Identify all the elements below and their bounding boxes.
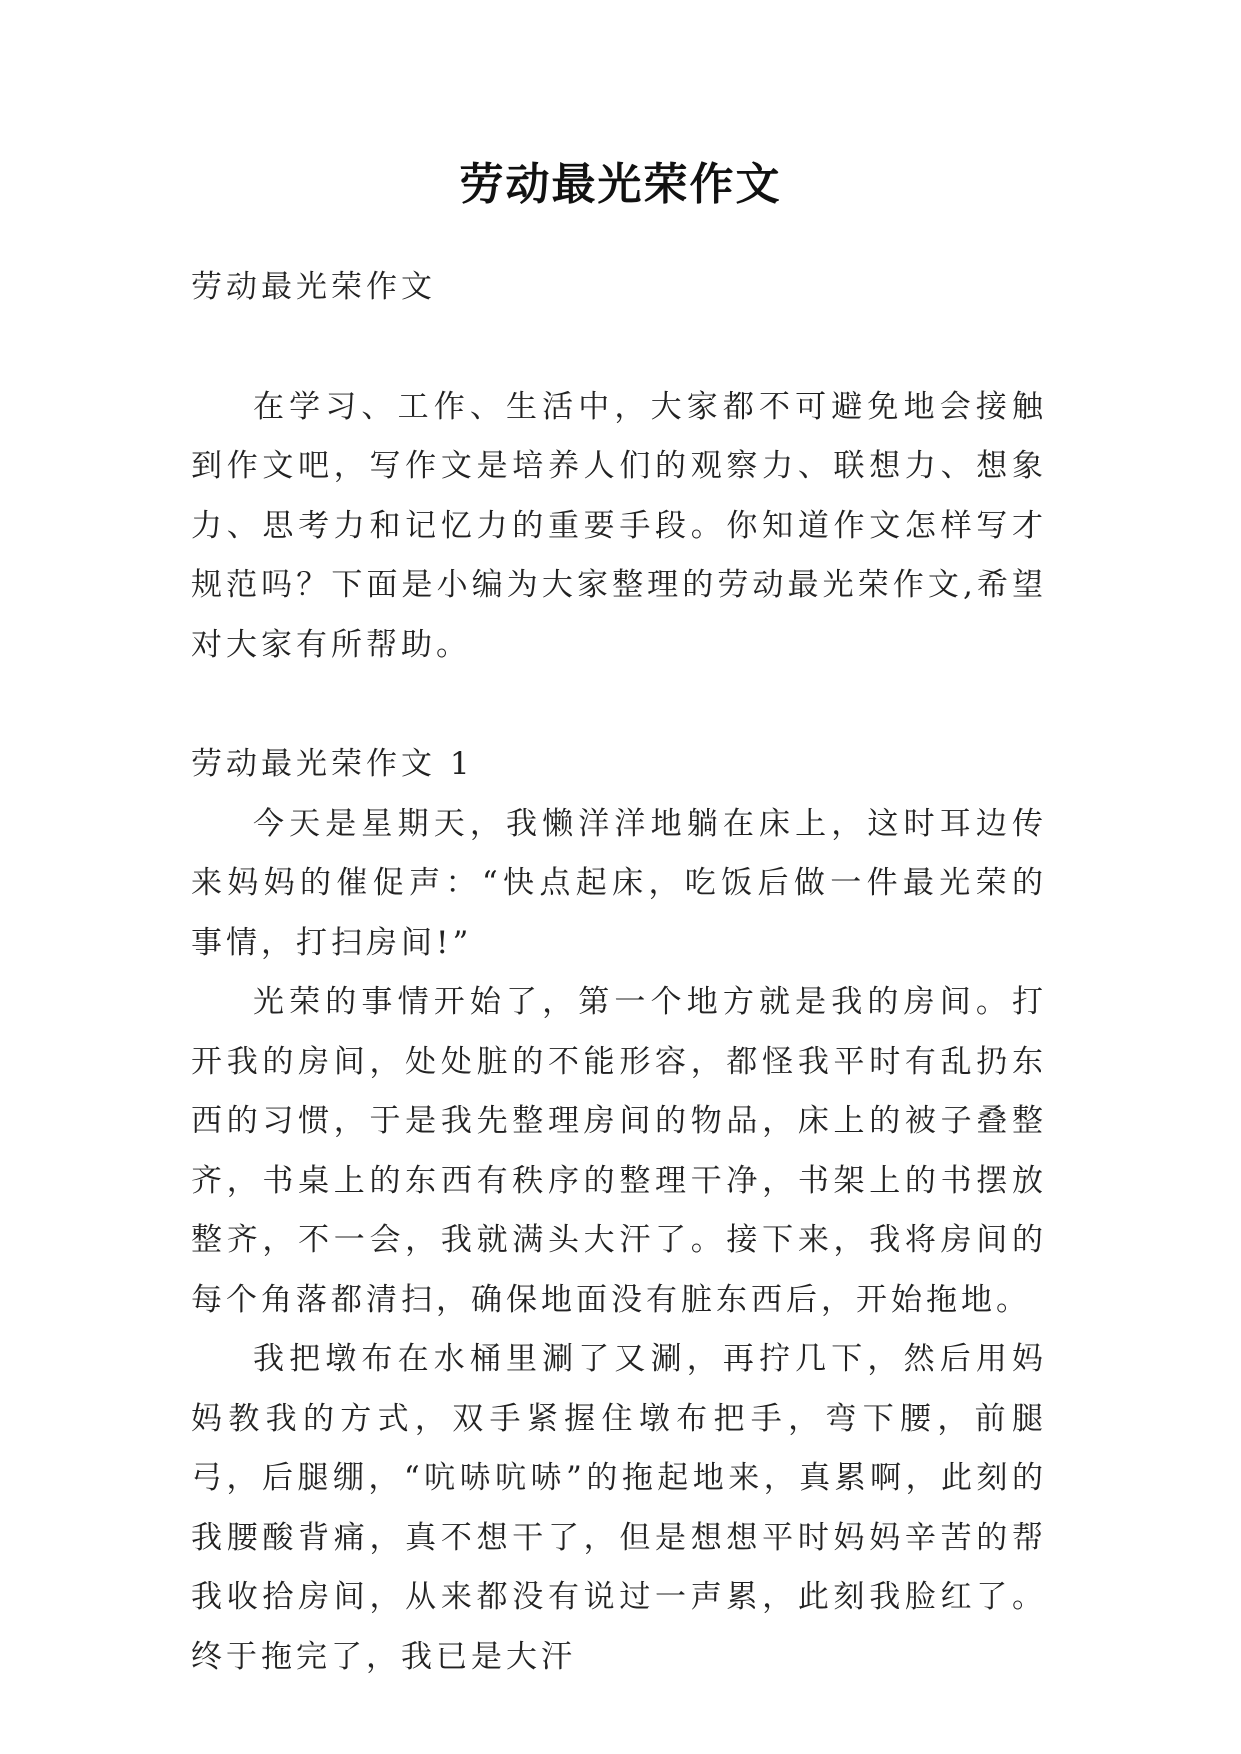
body-paragraph: 我把墩布在水桶里涮了又涮，再拧几下，然后用妈妈教我的方式，双手紧握住墩布把手，弯下腰，前腿弓，后腿绷，“吭哧吭哧”的拖起地来，真累啊，此刻的我腰酸背痛，真不想干了，但是想想平时妈妈辛苦的帮我收拾房间，从来都没有说过一声累，此刻我脸红了。终于拖完了，我已是大汗 <box>191 1341 1047 1675</box>
document-subtitle: 劳动最光荣作文 <box>191 269 436 305</box>
section-heading: 劳动最光荣作文 1 <box>191 746 474 782</box>
document-body <box>191 258 1047 1687</box>
intro-paragraph: 在学习、工作、生活中，大家都不可避免地会接触到作文吧，写作文是培养人们的观察力、联想力、想象力、思考力和记忆力的重要手段。你知道作文怎样写才规范吗？下面是小编为大家整理的劳动最光荣作文,希望对大家有所帮助。 <box>191 388 1047 663</box>
body-paragraph: 光荣的事情开始了，第一个地方就是我的房间。打开我的房间，处处脏的不能形容，都怪我平时有乱扔东西的习惯，于是我先整理房间的物品，床上的被子叠整齐，书桌上的东西有秩序的整理干净，书架上的书摆放整齐，不一会，我就满头大汗了。接下来，我将房间的每个角落都清扫，确保地面没有脏东西后，开始拖地。 <box>191 984 1047 1318</box>
body-paragraph: 今天是星期天，我懒洋洋地躺在床上，这时耳边传来妈妈的催促声：“快点起床，吃饭后做一件最光荣的事情，打扫房间!” <box>191 805 1047 961</box>
document-title: 劳动最光荣作文 <box>459 159 782 210</box>
